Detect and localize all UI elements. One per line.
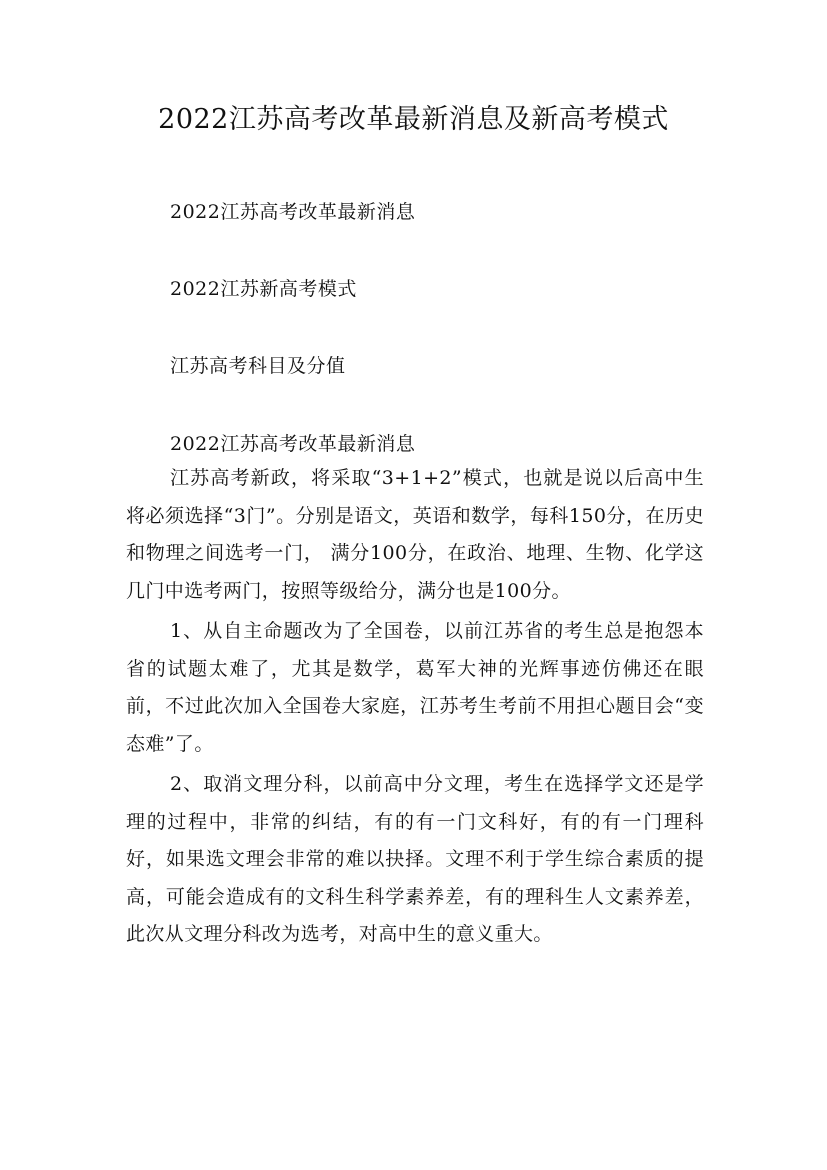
paragraph-new-policy: 江苏高考新政，将采取“3+1+2”模式，也就是说以后高中生将必须选择“3门”。分别是语文，英语和数学，每科150分，在历史和物理之间选考一门， 满分100分，在政治、地理、生物、化学这几门中选考两门，按照等级给分，满分也是100分。	[126, 467, 704, 602]
section-heading: 2022江苏高考改革最新消息	[170, 433, 416, 455]
document-title: 2022江苏高考改革最新消息及新高考模式	[158, 104, 669, 135]
toc-item-subjects-scores: 江苏高考科目及分值	[170, 355, 346, 377]
toc-item-new-exam-mode: 2022江苏新高考模式	[170, 278, 357, 300]
paragraph-no-streaming: 2、取消文理分科，以前高中分文理，考生在选择学文还是学理的过程中，非常的纠结，有的有一门文科好，有的有一门理科好，如果选文理会非常的难以抉择。文理不利于学生综合素质的提高，可能会造成有的文科生科学素养差，有的理科生人文素养差，此次从文理分科改为选考，对高中生的意义重大。	[126, 773, 704, 945]
table-of-contents	[170, 196, 730, 427]
paragraph-national-paper: 1、从自主命题改为了全国卷，以前江苏省的考生总是抱怨本省的试题太难了，尤其是数学，葛军大神的光辉事迹仿佛还在眼前，不过此次加入全国卷大家庭，江苏考生考前不用担心题目会“变态难”了。	[126, 620, 704, 755]
document-body	[126, 428, 704, 954]
toc-item-latest-news: 2022江苏高考改革最新消息	[170, 201, 416, 223]
